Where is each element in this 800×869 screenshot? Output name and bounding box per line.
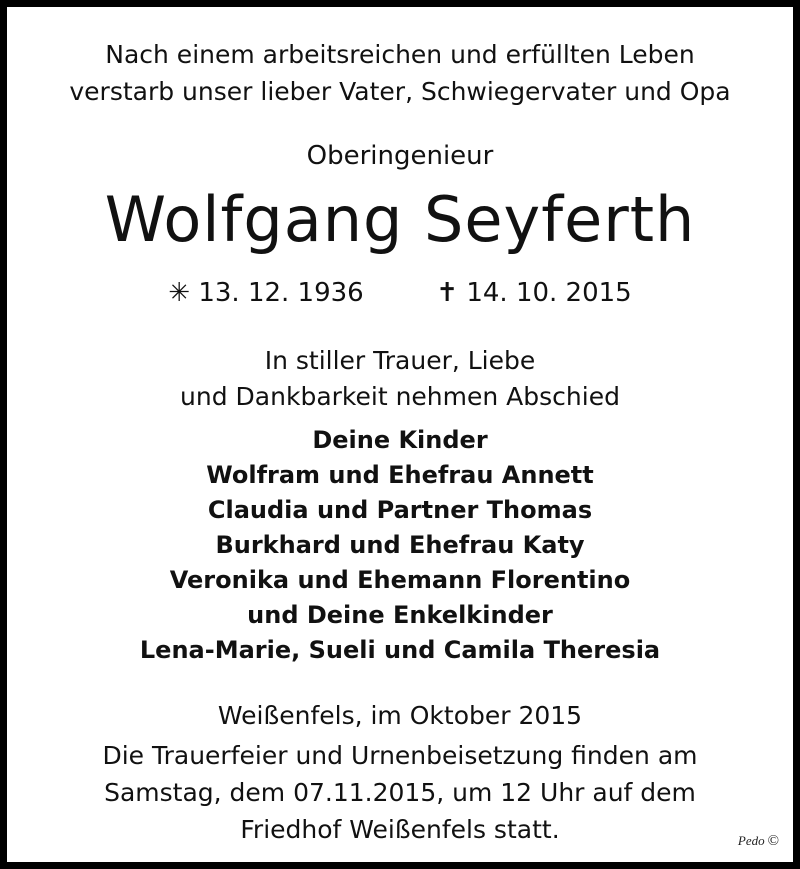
family-line: Claudia und Partner Thomas (207, 496, 593, 524)
ceremony-line-2: Samstag, dem 07.11.2015, um 12 Uhr auf dem (104, 778, 696, 807)
life-dates (17, 278, 783, 308)
family-line: Wolfram und Ehefrau Annett (206, 461, 594, 489)
deceased-name: Wolfgang Seyferth (104, 183, 696, 256)
credit-signature: Pedo (737, 833, 765, 848)
family-line: Veronika und Ehemann Florentino (169, 566, 631, 594)
birth-star-icon: ✳ (168, 278, 191, 308)
family-line: und Deine Enkelkinder (247, 601, 553, 629)
ceremony-line-1: Die Trauerfeier und Urnenbeisetzung finden am (102, 741, 698, 770)
family-line: Lena-Marie, Sueli und Camila Theresia (139, 636, 661, 664)
ceremony-line-3: Friedhof Weißenfels statt. (240, 815, 560, 844)
family-line: Burkhard und Ehefrau Katy (215, 531, 585, 559)
copyright-icon: © (767, 833, 779, 849)
birth-date: 13. 12. 1936 (198, 278, 364, 308)
publisher-credit (738, 833, 779, 850)
death-cross-icon: ✝ (436, 278, 459, 308)
deceased-title: Oberingenieur (306, 141, 494, 171)
death-date: 14. 10. 2015 (466, 278, 632, 308)
family-line: Deine Kinder (312, 426, 488, 454)
intro-line-1: Nach einem arbeitsreichen und erfüllten Leben (105, 40, 695, 69)
intro-line-2: verstarb unser lieber Vater, Schwiegervater und Opa (69, 77, 731, 106)
mourning-line-2: und Dankbarkeit nehmen Abschied (180, 382, 620, 411)
place-date: Weißenfels, im Oktober 2015 (217, 701, 583, 730)
mourning-line-1: In stiller Trauer, Liebe (264, 346, 536, 375)
